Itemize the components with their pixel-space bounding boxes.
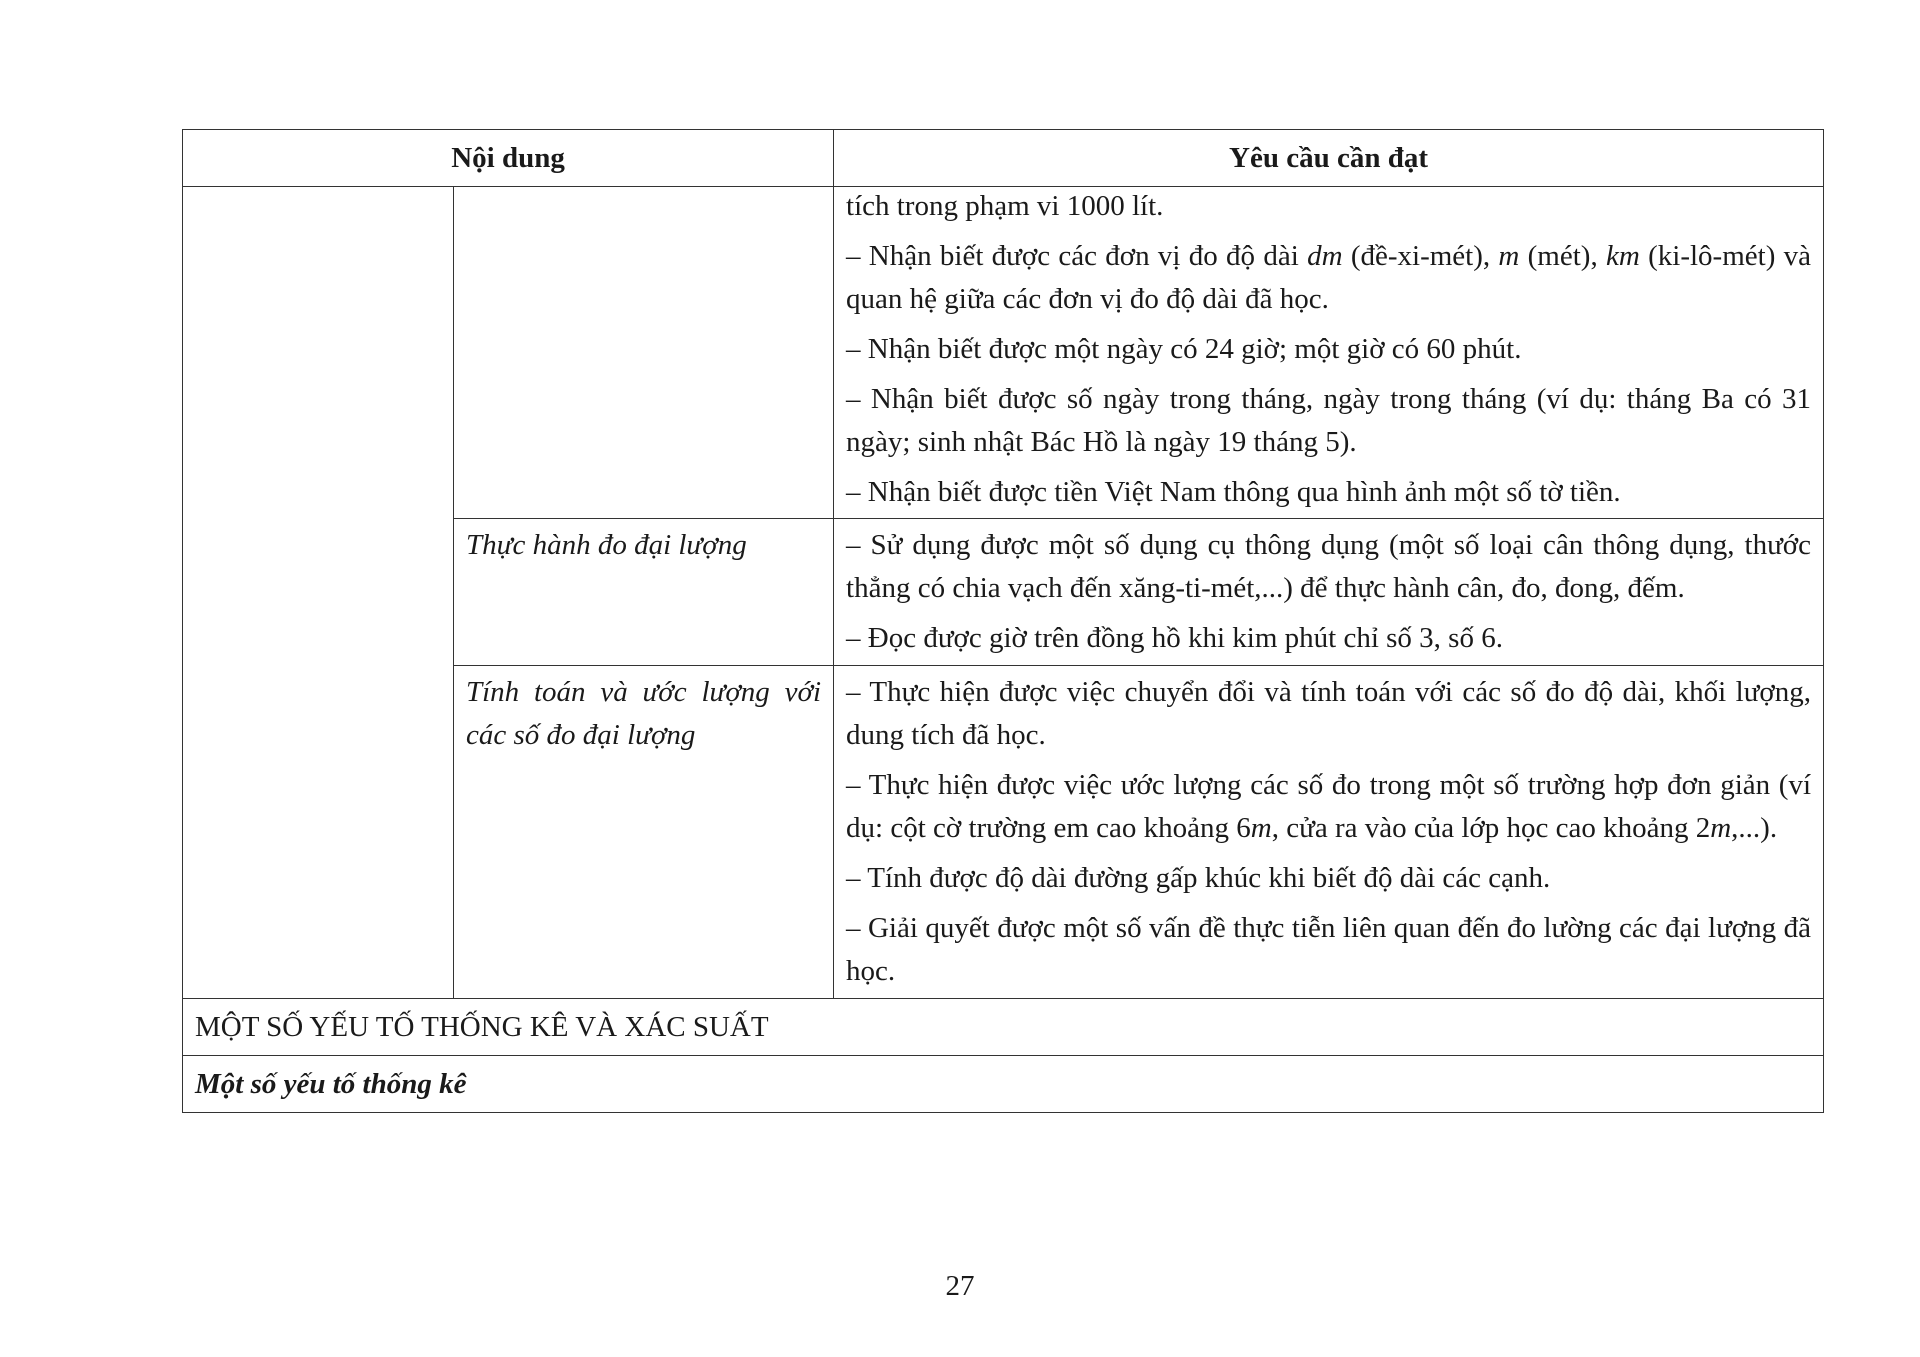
- requirement-item: – Thực hiện được việc ước lượng các số đo trong một số trường hợp đơn giản (ví dụ: cột cờ trường em cao khoảng 6m, cửa ra vào của lớp học cao khoảng 2m,...).: [846, 769, 1812, 844]
- requirement-item: – Giải quyết được một số vấn đề thực tiễn liên quan đến đo lường các đại lượng đã học.: [846, 912, 1812, 987]
- strand-heading-row: [183, 999, 1824, 1056]
- requirement-item: – Thực hiện được việc chuyển đổi và tính toán với các số đo độ dài, khối lượng, dung tích đã học.: [846, 676, 1812, 751]
- requirement-item: – Tính được độ dài đường gấp khúc khi biết độ dài các cạnh.: [846, 862, 1551, 894]
- subtopic-cell-continued: [454, 187, 834, 519]
- topic-heading-row: [183, 1056, 1824, 1113]
- topic-heading: Một số yếu tố thống kê: [183, 1056, 1824, 1113]
- requirements-cell-continued: [834, 187, 1824, 519]
- table-header-row: [183, 130, 1824, 187]
- table-row-continued: [183, 187, 1824, 519]
- header-content: Nội dung: [183, 130, 834, 187]
- requirement-item: tích trong phạm vi 1000 lít.: [846, 190, 1164, 222]
- requirement-item: – Đọc được giờ trên đồng hồ khi kim phút chỉ số 3, số 6.: [846, 622, 1503, 654]
- strand-cell-empty: [183, 187, 454, 999]
- requirements-cell-practice: [834, 519, 1824, 666]
- strand-heading: MỘT SỐ YẾU TỐ THỐNG KÊ VÀ XÁC SUẤT: [183, 999, 1824, 1056]
- requirement-item: – Nhận biết được tiền Việt Nam thông qua hình ảnh một số tờ tiền.: [846, 476, 1621, 508]
- curriculum-table: [182, 129, 1824, 1113]
- requirement-item: – Sử dụng được một số dụng cụ thông dụng (một số loại cân thông dụng, thước thẳng có chia vạch đến xăng-ti-mét,...) để thực hành cân, đo, đong, đếm.: [846, 529, 1812, 604]
- subtopic-calc: Tính toán và ước lượng với các số đo đại lượng: [454, 666, 834, 999]
- header-requirements: Yêu cầu cần đạt: [834, 130, 1824, 187]
- requirement-item: – Nhận biết được số ngày trong tháng, ngày trong tháng (ví dụ: tháng Ba có 31 ngày; sinh nhật Bác Hồ là ngày 19 tháng 5).: [846, 383, 1812, 458]
- requirements-cell-calc: [834, 666, 1824, 999]
- page-number: 27: [945, 1270, 975, 1302]
- requirement-item: – Nhận biết được các đơn vị đo độ dài dm (đề-xi-mét), m (mét), km (ki-lô-mét) và quan hệ giữa các đơn vị đo độ dài đã học.: [846, 240, 1812, 315]
- requirement-item: – Nhận biết được một ngày có 24 giờ; một giờ có 60 phút.: [846, 333, 1522, 365]
- subtopic-practice: Thực hành đo đại lượng: [454, 519, 834, 666]
